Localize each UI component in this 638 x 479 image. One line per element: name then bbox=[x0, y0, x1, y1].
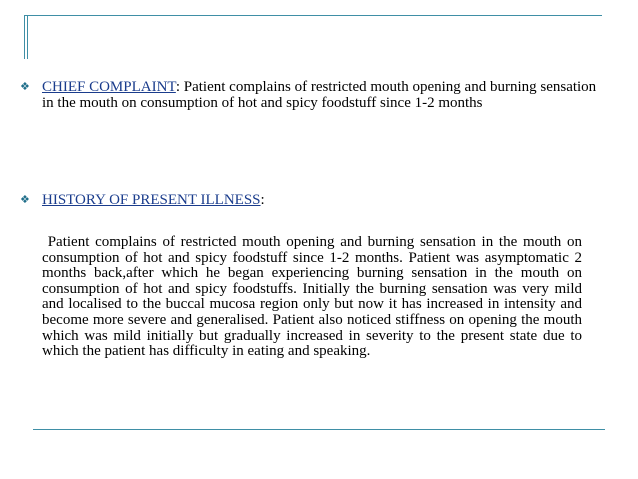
history-body-text: Patient complains of restricted mouth opening and burning sensation in the mouth on consumption of hot and spicy foodstuff since 1-2 months. Patient was asymptomatic 2 months back,after which he began experiencing burning sensation in the mouth on consumption of hot and spicy foodstuffs. Initially the burning sensation was very mild and localised to the buccal mucosa region only but now it has increased in intensity and become more severe and generalised. Patient also noticed stiffness on opening the mouth which was mild initially but gradually increased in severity to the present state due to which the patient has difficulty in eating and speaking. bbox=[42, 234, 583, 360]
chief-complaint-heading: CHIEF COMPLAINT bbox=[42, 79, 176, 95]
chief-complaint-text: : Patient complains of restricted mouth opening and burning sensation in the mouth on consumption of hot and spicy foodstuff since 1-2 months bbox=[42, 79, 597, 111]
slide-frame-left bbox=[24, 15, 25, 59]
slide-frame-left-inner bbox=[27, 15, 28, 59]
diamond-bullet-icon: ❖ bbox=[20, 80, 30, 93]
history-heading-line bbox=[42, 193, 602, 209]
diamond-bullet-icon: ❖ bbox=[20, 193, 30, 206]
slide-bottom-rule bbox=[33, 429, 605, 430]
history-heading: HISTORY OF PRESENT ILLNESS bbox=[42, 192, 261, 208]
history-colon: : bbox=[260, 192, 265, 208]
chief-complaint-paragraph bbox=[42, 80, 602, 111]
slide-frame-top bbox=[24, 15, 602, 16]
history-body-paragraph bbox=[42, 235, 582, 360]
